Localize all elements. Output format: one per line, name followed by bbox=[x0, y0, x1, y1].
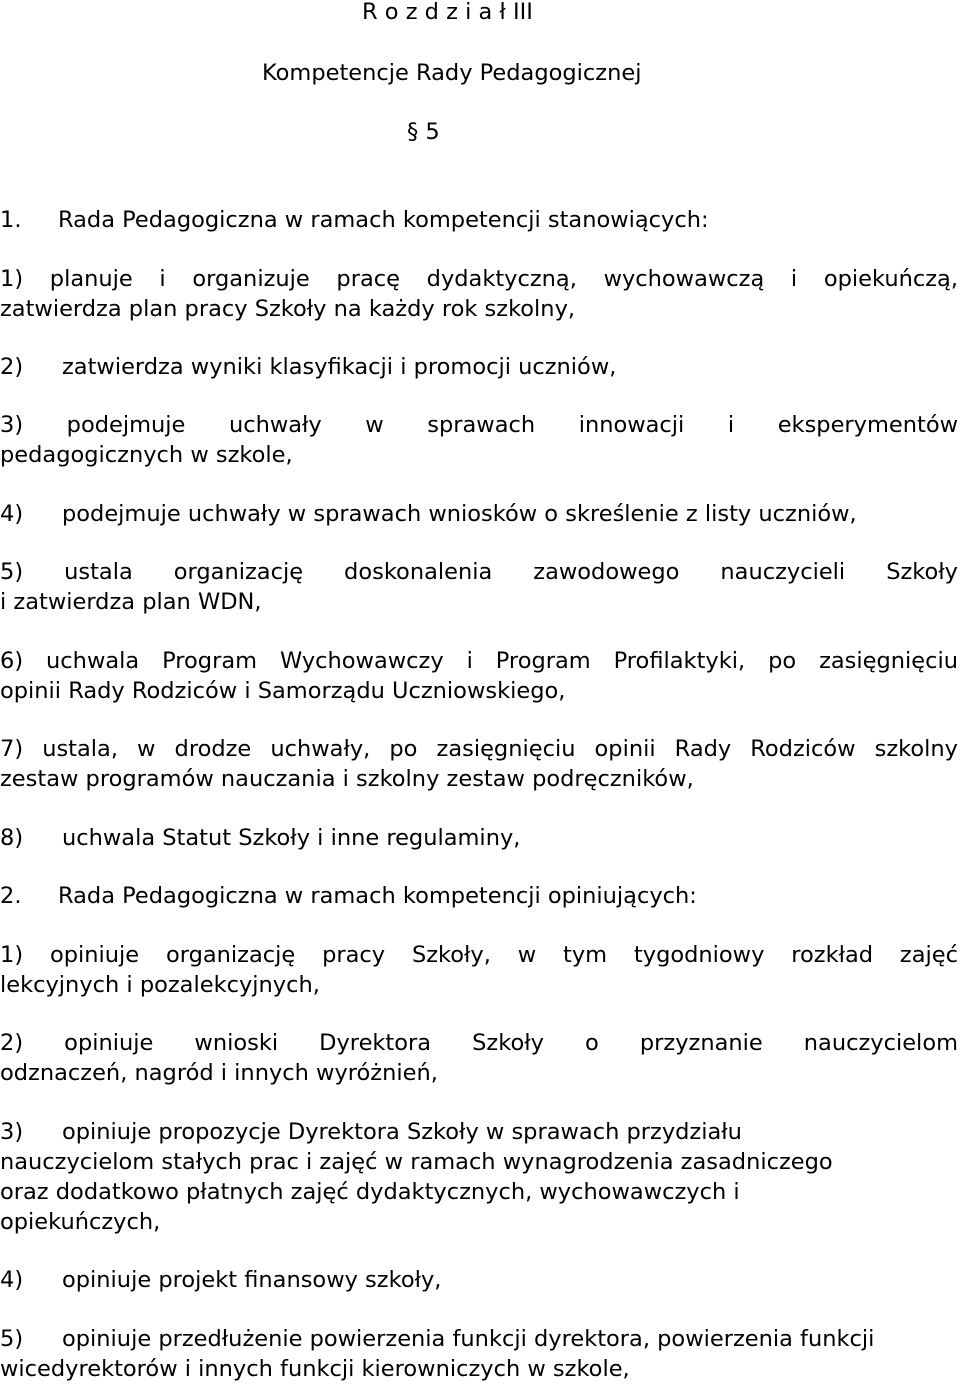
item-text: podejmuje uchwały w sprawach wniosków o skreślenie z listy uczniów, bbox=[62, 501, 857, 527]
list-item bbox=[0, 1324, 874, 1354]
chapter-title: R o z d z i a ł III bbox=[362, 0, 533, 25]
item-continuation: i zatwierdza plan WDN, bbox=[0, 589, 262, 615]
item-text: uchwala Statut Szkoły i inne regulaminy, bbox=[62, 825, 521, 851]
item-text: opiniuje wnioski Dyrektora Szkoły o przyznanie nauczycielom bbox=[64, 1030, 958, 1056]
list-item bbox=[0, 352, 616, 382]
item-number: 1) bbox=[0, 266, 24, 292]
item-continuation: oraz dodatkowo płatnych zajęć dydaktycznych, wychowawczych i bbox=[0, 1179, 740, 1205]
item-number: 2) bbox=[0, 1030, 24, 1056]
item-text: uchwala Program Wychowawczy i Program Profilaktyki, po zasięgnięciu bbox=[46, 648, 958, 674]
item-text: ustala organizację doskonalenia zawodowego nauczycieli Szkoły bbox=[64, 559, 958, 585]
item-continuation: zatwierdza plan pracy Szkoły na każdy rok szkolny, bbox=[0, 296, 576, 322]
section-number: 1. bbox=[0, 207, 22, 233]
list-item bbox=[0, 557, 958, 587]
item-continuation: odznaczeń, nagród i innych wyróżnień, bbox=[0, 1060, 438, 1086]
section-heading bbox=[0, 881, 697, 911]
section-number: 2. bbox=[0, 883, 22, 909]
item-number: 4) bbox=[0, 501, 24, 527]
item-text: opiniuje przedłużenie powierzenia funkcji dyrektora, powierzenia funkcji bbox=[62, 1326, 875, 1352]
item-number: 4) bbox=[0, 1267, 24, 1293]
item-number: 6) bbox=[0, 648, 24, 674]
item-continuation: zestaw programów nauczania i szkolny zestaw podręczników, bbox=[0, 766, 694, 792]
list-item bbox=[0, 1117, 742, 1147]
paragraph-mark: § 5 bbox=[407, 119, 440, 145]
section-heading-text: Rada Pedagogiczna w ramach kompetencji stanowiących: bbox=[58, 207, 709, 233]
item-number: 8) bbox=[0, 825, 24, 851]
list-item bbox=[0, 410, 958, 440]
section-heading bbox=[0, 205, 709, 235]
item-number: 3) bbox=[0, 412, 24, 438]
section-heading-text: Rada Pedagogiczna w ramach kompetencji opiniujących: bbox=[58, 883, 697, 909]
item-number: 3) bbox=[0, 1119, 24, 1145]
item-continuation: pedagogicznych w szkole, bbox=[0, 442, 293, 468]
list-item bbox=[0, 1265, 441, 1295]
item-text: opiniuje projekt finansowy szkoły, bbox=[62, 1267, 442, 1293]
item-continuation: opinii Rady Rodziców i Samorządu Uczniowskiego, bbox=[0, 678, 566, 704]
item-continuation: nauczycielom stałych prac i zajęć w ramach wynagrodzenia zasadniczego bbox=[0, 1149, 833, 1175]
list-item bbox=[0, 646, 958, 676]
item-text: podejmuje uchwały w sprawach innowacji i eksperymentów bbox=[66, 412, 958, 438]
item-number: 7) bbox=[0, 736, 24, 762]
item-continuation: opiekuńczych, bbox=[0, 1209, 161, 1235]
item-text: zatwierdza wyniki klasyfikacji i promocji uczniów, bbox=[62, 354, 617, 380]
list-item bbox=[0, 734, 958, 764]
list-item bbox=[0, 1028, 958, 1058]
item-text: opiniuje propozycje Dyrektora Szkoły w sprawach przydziału bbox=[62, 1119, 742, 1145]
list-item bbox=[0, 499, 857, 529]
list-item bbox=[0, 940, 958, 970]
list-item bbox=[0, 823, 520, 853]
item-continuation: wicedyrektorów i innych funkcji kierowniczych w szkole, bbox=[0, 1356, 630, 1382]
item-number: 1) bbox=[0, 942, 24, 968]
item-text: opiniuje organizację pracy Szkoły, w tym tygodniowy rozkład zajęć bbox=[49, 942, 958, 968]
section-title: Kompetencje Rady Pedagogicznej bbox=[262, 60, 642, 86]
item-text: ustala, w drodze uchwały, po zasięgnięciu opinii Rady Rodziców szkolny bbox=[42, 736, 958, 762]
item-continuation: lekcyjnych i pozalekcyjnych, bbox=[0, 972, 320, 998]
item-number: 5) bbox=[0, 1326, 24, 1352]
list-item bbox=[0, 264, 958, 294]
item-text: planuje i organizuje pracę dydaktyczną, wychowawczą i opiekuńczą, bbox=[49, 266, 958, 292]
item-number: 2) bbox=[0, 354, 24, 380]
item-number: 5) bbox=[0, 559, 24, 585]
